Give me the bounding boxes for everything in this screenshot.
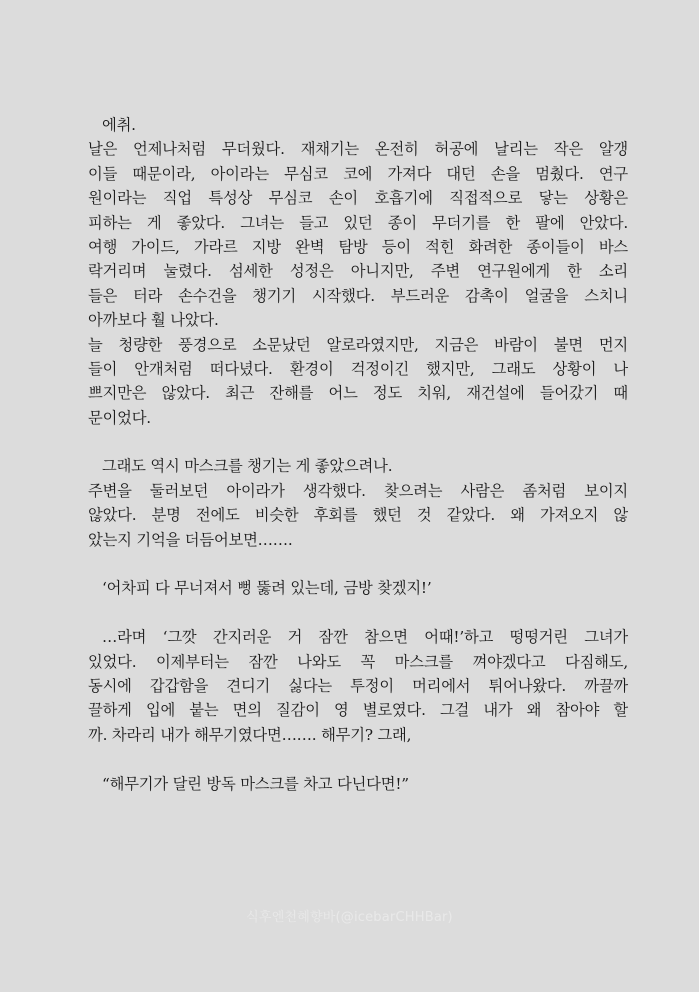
text-line: 이들 때문이라, 아이라는 무심코 코에 가져다 대던 손을 멈췄다. 연구 bbox=[88, 164, 628, 183]
text-line: 않았다. 분명 전에도 비슷한 후회를 했던 것 같았다. 왜 가져오지 않 bbox=[88, 506, 628, 525]
paragraph-gap bbox=[88, 430, 628, 454]
text-line: …라며 ‘그깟 간지러운 거 잠깐 참으면 어때!’하고 떵떵거린 그녀가 bbox=[102, 628, 628, 647]
text-line: 피하는 게 좋았다. 그녀는 들고 있던 종이 무더기를 한 팔에 안았다. bbox=[88, 213, 628, 232]
text-line: 주변을 둘러보던 아이라가 생각했다. 찾으려는 사람은 좀처럼 보이지 bbox=[88, 481, 628, 500]
text-line: 들이 안개처럼 떠다녔다. 환경이 걱정이긴 했지만, 그래도 상황이 나 bbox=[88, 359, 628, 378]
text-line: 동시에 갑갑함을 견디기 싫다는 투정이 머리에서 튀어나왔다. 까끌까 bbox=[88, 676, 628, 695]
quote-line: “해무기가 달린 방독 마스크를 차고 다닌다면!” bbox=[102, 774, 409, 793]
text-line: 그래도 역시 마스크를 챙기는 게 좋았으려나. bbox=[102, 457, 393, 476]
text-line: 에취. bbox=[102, 116, 136, 134]
paragraph-gap bbox=[88, 601, 628, 625]
text-line: 문이었다. bbox=[88, 408, 151, 427]
paragraph-gap bbox=[88, 747, 628, 771]
text-line: 있었다. 이제부터는 잠깐 나와도 꼭 마스크를 껴야겠다고 다짐해도, bbox=[88, 652, 628, 671]
text-line: 들은 터라 손수건을 챙기기 시작했다. 부드러운 감촉이 얼굴을 스치니 bbox=[88, 286, 628, 305]
story-text bbox=[88, 113, 628, 796]
text-line: 았는지 기억을 더듬어보면……. bbox=[88, 530, 293, 549]
text-line: 락거리며 눌렸다. 섬세한 성정은 아니지만, 주변 연구원에게 한 소리 bbox=[88, 262, 628, 281]
text-line: 늘 청량한 풍경으로 소문났던 알로라였지만, 지금은 바람이 불면 먼지 bbox=[88, 335, 628, 354]
text-line: 여행 가이드, 가라르 지방 완벽 탐방 등이 적힌 화려한 종이들이 바스 bbox=[88, 237, 628, 256]
text-line: 원이라는 직업 특성상 무심코 손이 호흡기에 직접적으로 닿는 상황은 bbox=[88, 189, 628, 208]
text-line: 끌하게 입에 붙는 면의 질감이 영 별로였다. 그걸 내가 왜 참아야 할 bbox=[88, 701, 628, 720]
text-line: 까. 차라리 내가 해무기였다면……. 해무기? 그래, bbox=[88, 725, 412, 744]
text-line: 날은 언제나처럼 무더웠다. 재채기는 온전히 허공에 날리는 작은 알갱 bbox=[88, 140, 628, 159]
text-line: 아까보다 훨 나았다. bbox=[88, 311, 219, 330]
watermark: 식후엔천혜향바(@icebarCHHBar) bbox=[246, 910, 453, 925]
paragraph-gap bbox=[88, 552, 628, 576]
text-line: 쁘지만은 않았다. 최근 잔해를 어느 정도 치워, 재건설에 들어갔기 때 bbox=[88, 384, 628, 403]
quote-line: ‘어차피 다 무너져서 뻥 뚫려 있는데, 금방 찾겠지!’ bbox=[102, 579, 432, 598]
